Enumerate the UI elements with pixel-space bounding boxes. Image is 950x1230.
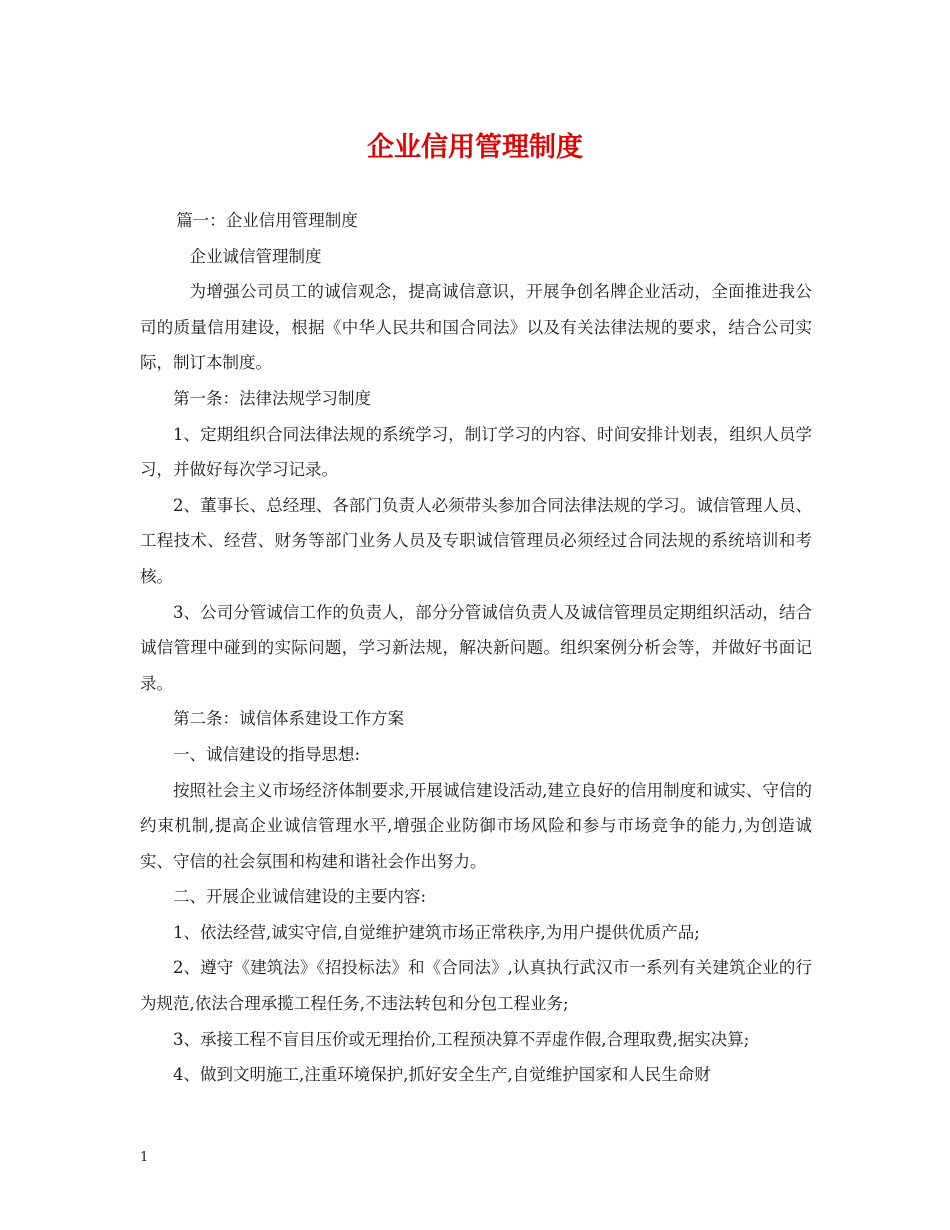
- paragraph: 1、定期组织合同法律法规的系统学习，制订学习的内容、时间安排计划表，组织人员学习，并做好每次学习记录。: [140, 424, 812, 480]
- section-heading: 一、诚信建设的指导思想:: [173, 744, 361, 764]
- page-title: 企业信用管理制度: [367, 132, 583, 163]
- page-number: 1: [140, 1150, 149, 1165]
- article-heading: 第一条：法律法规学习制度: [173, 388, 371, 408]
- paragraph: 3、公司分管诚信工作的负责人，部分分管诚信负责人及诚信管理员定期组织活动，结合诚信管理中碰到的实际问题，学习新法规，解决新问题。组织案例分析会等，并做好书面记录。: [140, 602, 812, 693]
- paragraph: 2、董事长、总经理、各部门负责人必须带头参加合同法律法规的学习。诚信管理人员、工程技术、经营、财务等部门业务人员及专职诚信管理员必须经过合同法规的系统培训和考核。: [140, 495, 812, 586]
- list-item: 2、遵守《建筑法》《招投标法》和《合同法》,认真执行武汉市一系列有关建筑企业的行为规范,依法合理承揽工程任务,不违法转包和分包工程业务;: [140, 958, 812, 1014]
- list-item: 3、承接工程不盲目压价或无理抬价,工程预决算不弄虚作假,合理取费,据实决算;: [173, 1029, 750, 1049]
- intro-paragraph: 为增强公司员工的诚信观念，提高诚信意识，开展争创名牌企业活动，全面推进我公司的质量信用建设，根据《中华人民共和国合同法》以及有关法律法规的要求，结合公司实际，制订本制度。: [140, 282, 812, 373]
- list-item: 4、做到文明施工,注重环境保护,抓好安全生产,自觉维护国家和人民生命财: [173, 1065, 711, 1085]
- document-body: [140, 203, 812, 1093]
- paragraph: 按照社会主义市场经济体制要求,开展诚信建设活动,建立良好的信用制度和诚实、守信的约束机制,提高企业诚信管理水平,增强企业防御市场风险和参与市场竞争的能力,为创造诚实、守信的社会氛围和构建和谐社会作出努力。: [140, 780, 812, 871]
- section-heading: 篇一：企业信用管理制度: [176, 211, 358, 230]
- sub-title: 企业诚信管理制度: [189, 246, 322, 266]
- article-heading: 第二条：诚信体系建设工作方案: [173, 709, 404, 729]
- list-item: 1、依法经营,诚实守信,自觉维护建筑市场正常秩序,为用户提供优质产品;: [173, 922, 700, 942]
- section-heading: 二、开展企业诚信建设的主要内容:: [173, 887, 427, 907]
